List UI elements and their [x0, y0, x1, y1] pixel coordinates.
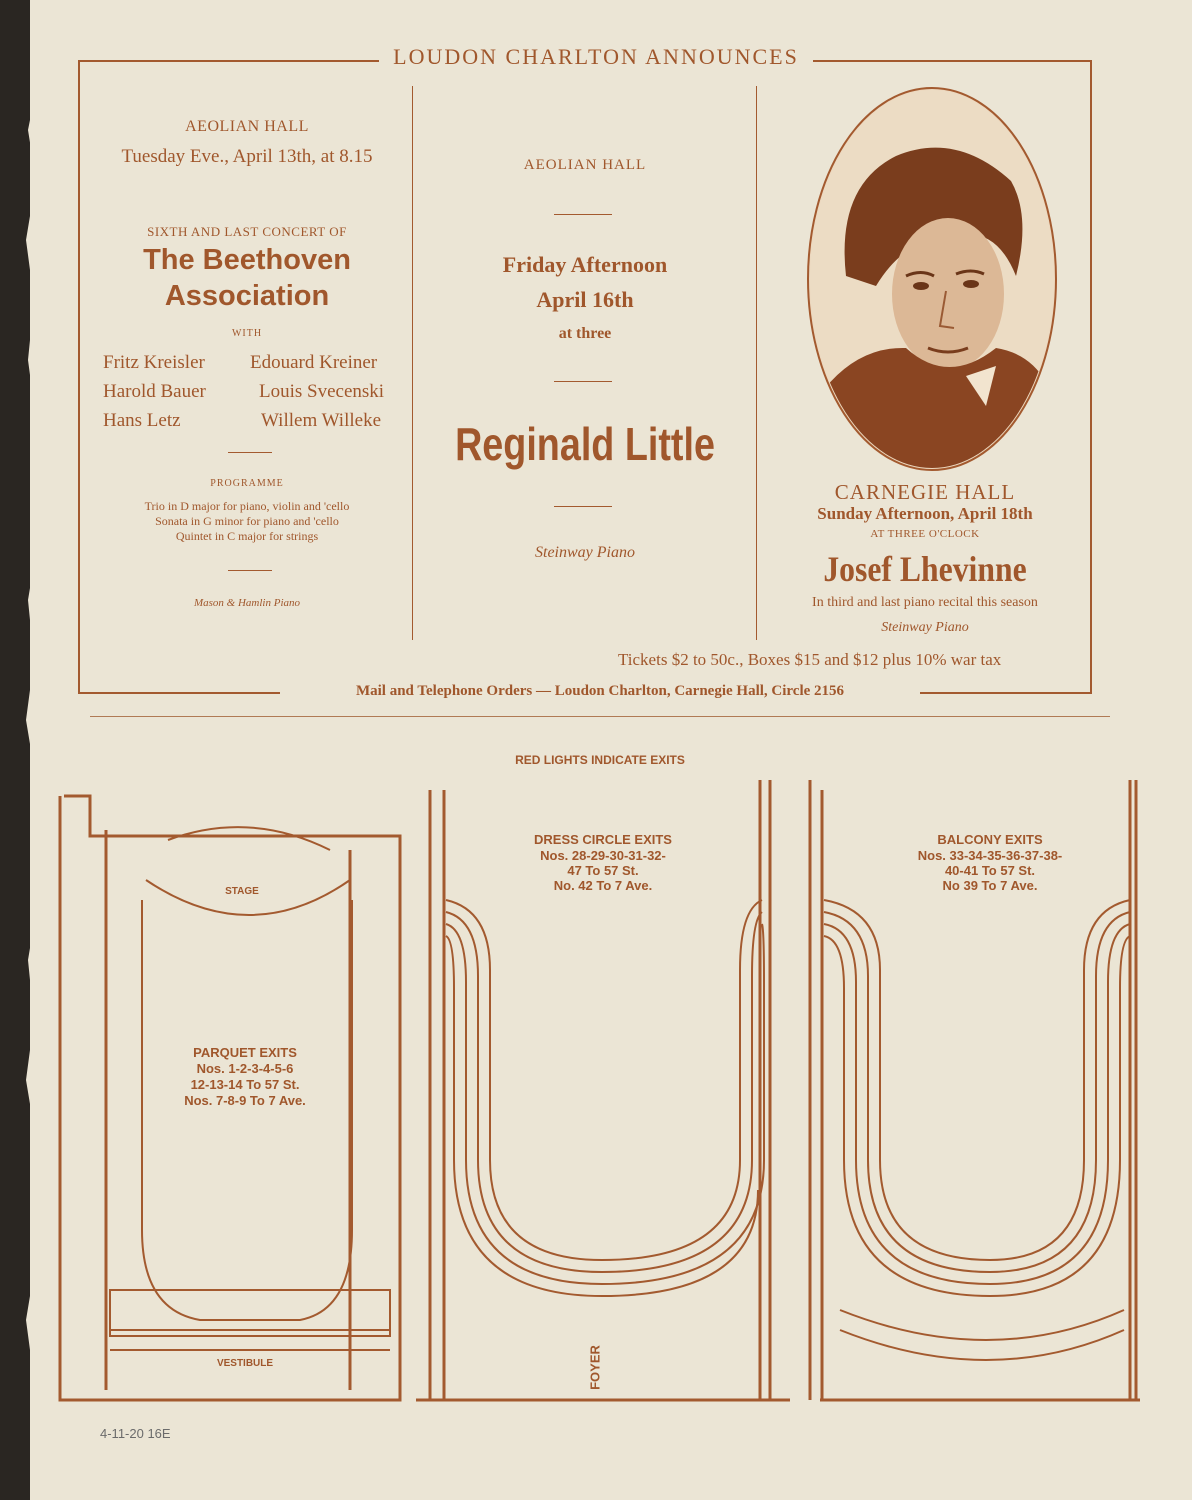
programme-item: Sonata in G minor for piano and 'cello [155, 514, 339, 528]
artist: Willem Willeke [261, 410, 382, 431]
middle-date: April 16th [536, 287, 634, 312]
plan-title: RED LIGHTS INDICATE EXITS [515, 753, 685, 767]
vestibule-label: VESTIBULE [216, 1358, 274, 1369]
programme-label: PROGRAMME [210, 478, 284, 489]
artist: Edouard Kreiner [250, 352, 378, 373]
column-divider [412, 86, 413, 640]
parquet-line: Nos. 1-2-3-4-5-6 [196, 1061, 294, 1076]
left-date: Tuesday Eve., April 13th, at 8.15 [121, 146, 373, 167]
middle-time: at three [558, 325, 612, 342]
artist: Hans Letz [103, 410, 181, 431]
programme-item: Trio in D major for piano, violin and 'cello [144, 499, 350, 513]
balcony-line: No 39 To 7 Ave. [942, 878, 1038, 893]
balcony-line: Nos. 33-34-35-36-37-38- [917, 848, 1063, 863]
right-artist: Josef Lhevinne [823, 549, 1027, 589]
artist: Harold Bauer [103, 381, 206, 402]
balcony-line: 40-41 To 57 St. [944, 863, 1036, 878]
parquet-title: PARQUET EXITS [193, 1045, 297, 1060]
middle-venue: AEOLIAN HALL [523, 157, 647, 173]
right-desc: In third and last piano recital this season [812, 595, 1038, 610]
artist: Fritz Kreisler [103, 352, 205, 373]
programme-item: Quintet in C major for strings [175, 529, 319, 543]
column-divider [756, 86, 757, 640]
left-with: WITH [231, 328, 263, 339]
middle-piano: Steinway Piano [535, 544, 635, 561]
parquet-line: 12-13-14 To 57 St. [190, 1077, 300, 1092]
dress-circle-line: 47 To 57 St. [567, 863, 639, 878]
left-venue: AEOLIAN HALL [185, 118, 309, 135]
section-separator [90, 716, 1110, 717]
right-time: AT THREE O'CLOCK [870, 528, 980, 540]
parquet-line: Nos. 7-8-9 To 7 Ave. [184, 1093, 306, 1108]
foyer-label: FOYER [587, 1345, 603, 1390]
left-title-2: Association [164, 280, 330, 312]
artist: Louis Svecenski [259, 381, 385, 402]
tickets-info: Tickets $2 to 50c., Boxes $15 and $12 plus 10% war tax [618, 650, 1002, 669]
balcony-title: BALCONY EXITS [937, 832, 1043, 847]
rule [554, 381, 612, 382]
left-preface: SIXTH AND LAST CONCERT OF [147, 224, 347, 239]
dress-circle-line: No. 42 To 7 Ave. [553, 878, 653, 893]
right-piano: Steinway Piano [881, 620, 969, 635]
header: LOUDON CHARLTON ANNOUNCES [0, 44, 1192, 70]
middle-day: Friday Afternoon [502, 252, 668, 277]
right-venue: CARNEGIE HALL [834, 480, 1016, 504]
rule [228, 452, 272, 453]
artist-portrait [806, 86, 1058, 472]
dress-circle-title: DRESS CIRCLE EXITS [534, 832, 672, 847]
order-info: Mail and Telephone Orders — Loudon Charlton, Carnegie Hall, Circle 2156 [280, 683, 920, 700]
right-date: Sunday Afternoon, April 18th [817, 504, 1033, 523]
stage-label: STAGE [225, 886, 259, 897]
left-title-1: The Beethoven [143, 244, 351, 276]
rule [228, 570, 272, 571]
rule [554, 214, 612, 215]
left-piano: Mason & Hamlin Piano [193, 597, 301, 609]
archive-note: 4-11-20 16E [100, 1426, 171, 1441]
dress-circle-line: Nos. 28-29-30-31-32- [540, 848, 666, 863]
middle-artist: Reginald Little [455, 418, 715, 470]
rule [554, 506, 612, 507]
